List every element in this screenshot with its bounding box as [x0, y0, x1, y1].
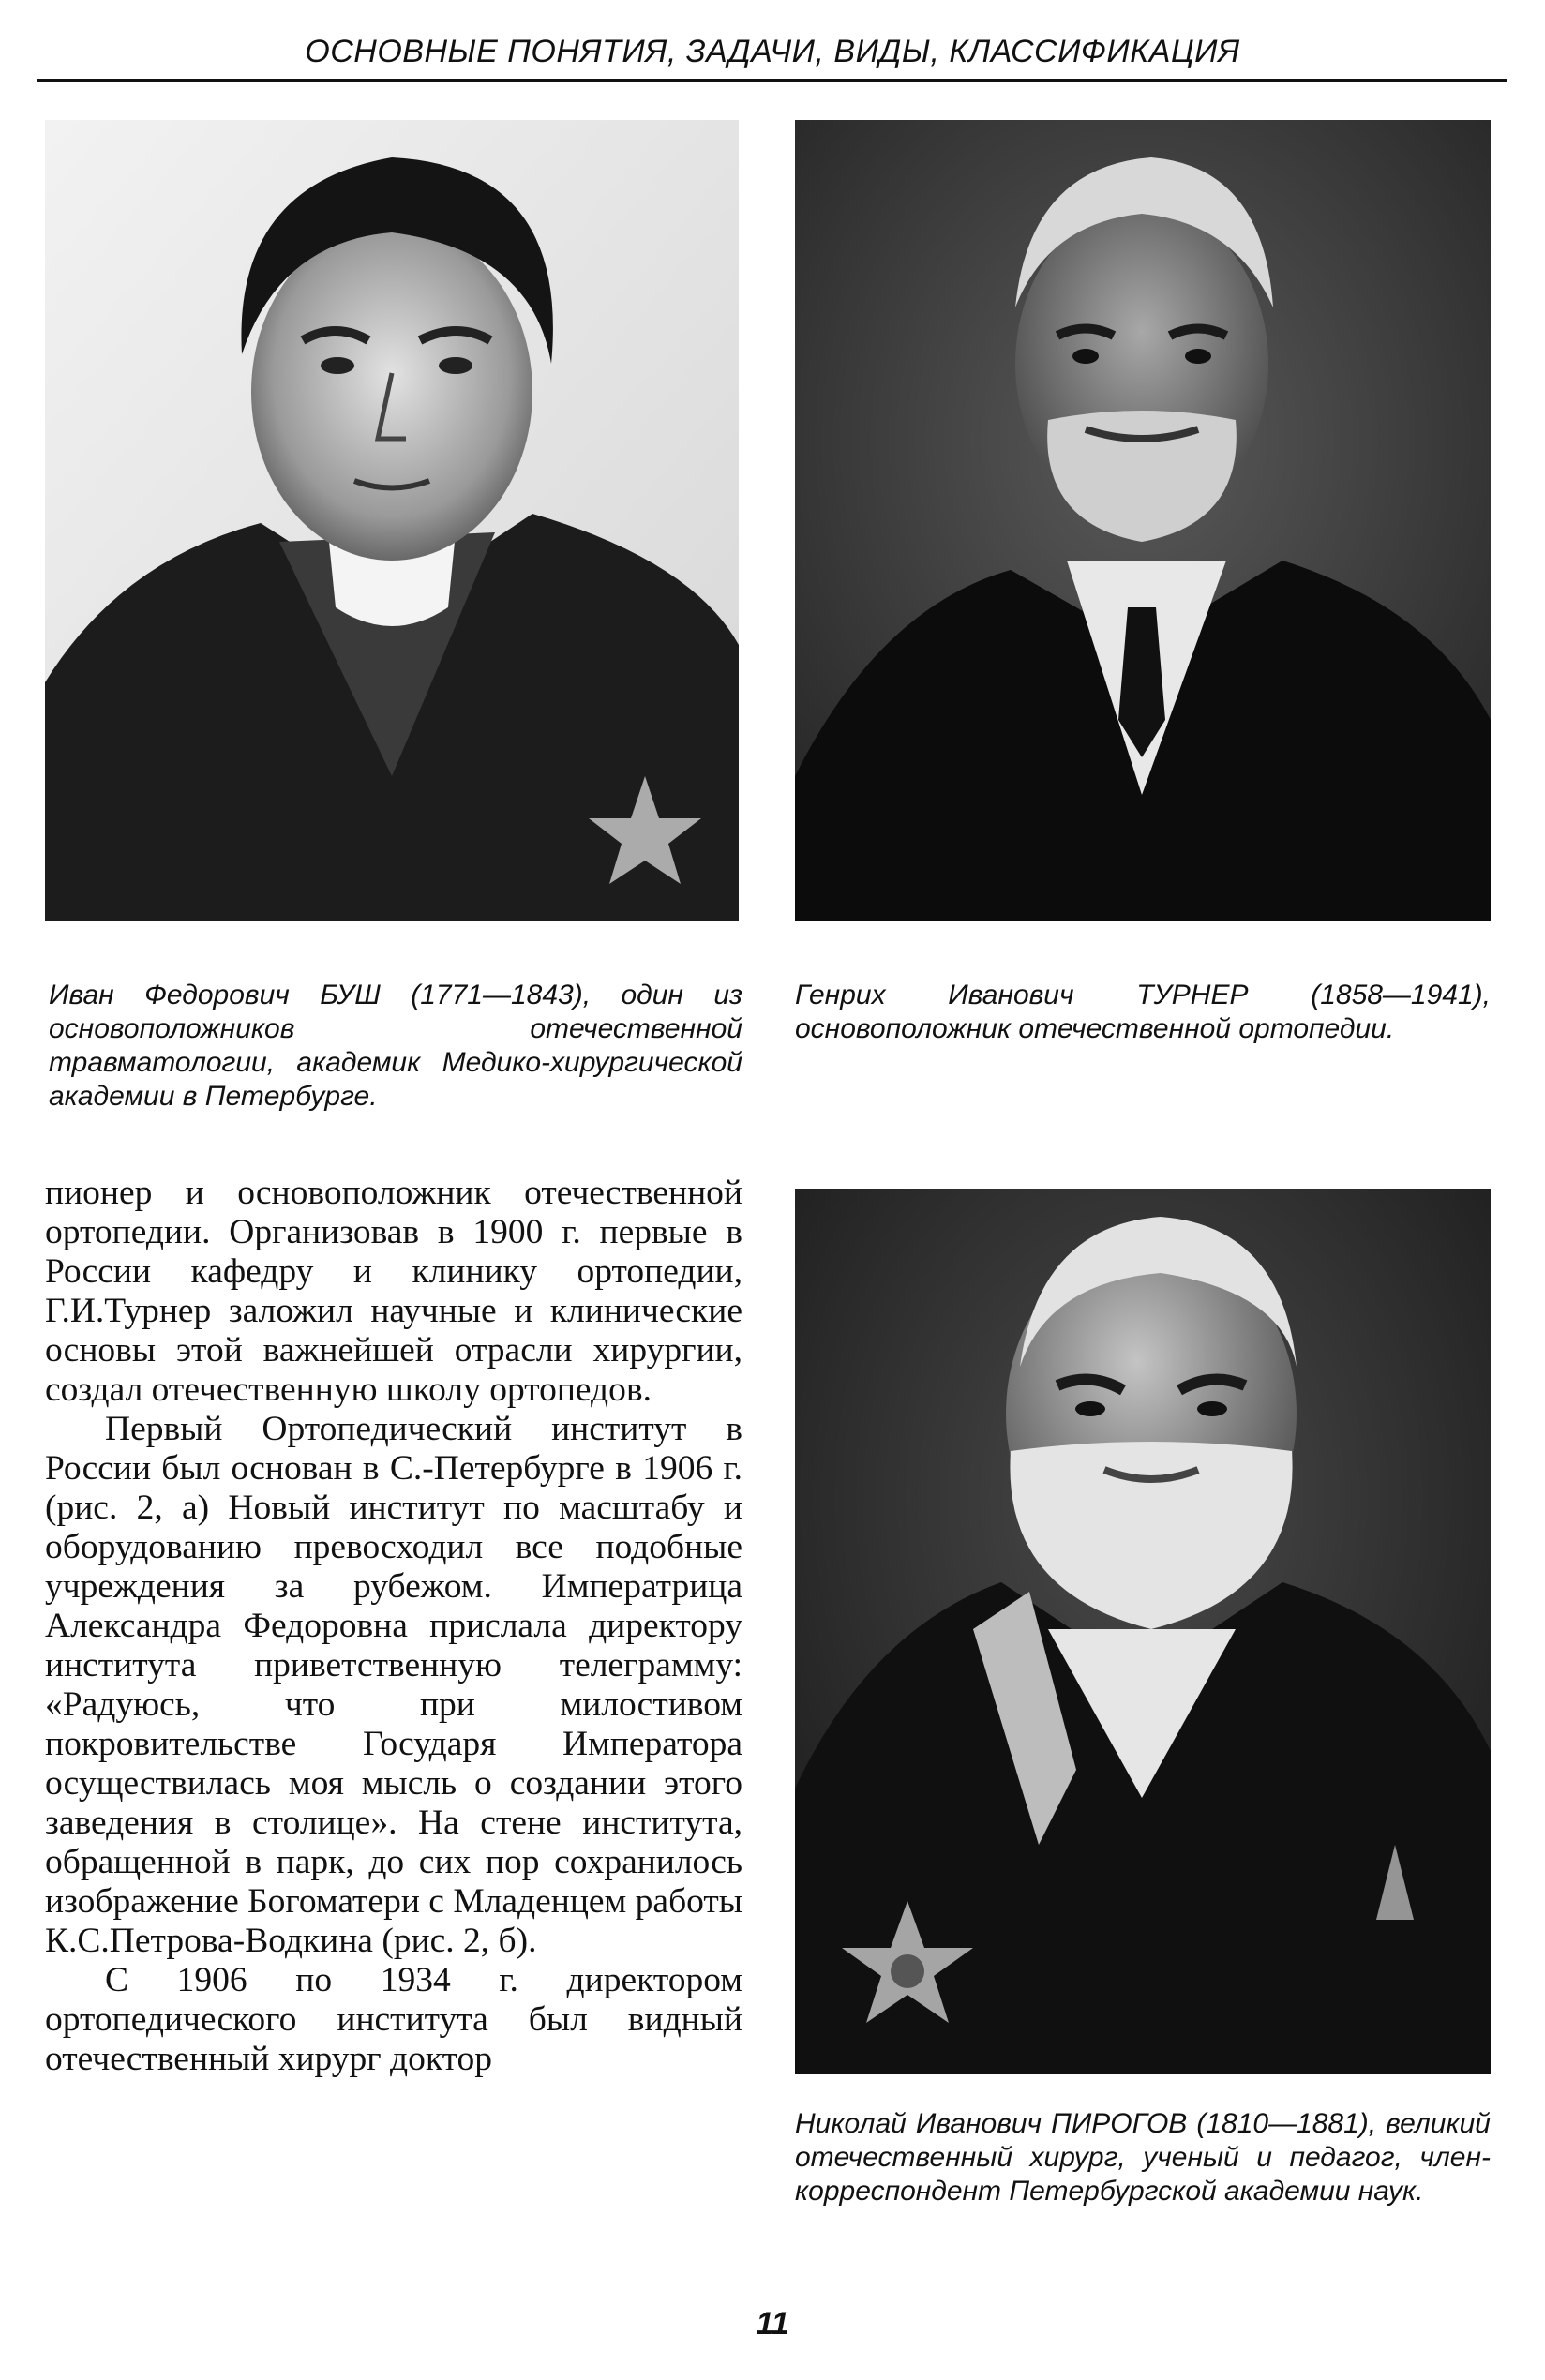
main-text — [45, 1174, 742, 2079]
paragraph: Первый Ортопедический институт в России был основан в С.-Петербурге в 1906 г. (рис. 2, а) Новый институт по масштабу и оборудованию превосходил все подобные учреждения за рубежом. Императрица Александра Федоровна прислала директору института приветственную телеграмму: «Радуюсь, что при милостивом покровительстве Государя Императора осуществилась моя мысль о создании этого заведения в столице». На стене института, обращенной в парк, до сих пор сохранилось изображение Богоматери с Младенцем работы К.С.Петрова-Водкина (рис. 2, б). — [45, 1410, 742, 1960]
portrait-pirogov — [795, 1189, 1491, 2074]
portrait-pirogov-image — [795, 1189, 1491, 2074]
portrait-turner-image — [795, 120, 1491, 921]
paragraph: С 1906 по 1934 г. директором ортопедического института был видный отечественный хирург доктор — [45, 1961, 742, 2078]
header-rule — [38, 79, 1508, 82]
caption-turner: Генрих Иванович ТУРНЕР (1858—1941), основоположник отечественной ортопедии. — [795, 980, 1491, 1044]
page-number: 11 — [756, 2306, 789, 2342]
portrait-bush-image — [45, 120, 739, 921]
portrait-turner — [795, 120, 1491, 921]
caption-pirogov: Николай Иванович ПИРОГОВ (1810—1881), великий отечественный хирург, ученый и педагог, член-корреспондент Петербургской академии наук. — [795, 2108, 1491, 2207]
portrait-bush — [45, 120, 739, 921]
running-head: ОСНОВНЫЕ ПОНЯТИЯ, ЗАДАЧИ, ВИДЫ, КЛАССИФИКАЦИЯ — [305, 34, 1240, 69]
paragraph: пионер и основоположник отечественной ортопедии. Организовав в 1900 г. первые в России кафедру и клинику ортопедии, Г.И.Турнер заложил научные и клинические основы этой важнейшей отрасли хирургии, создал отечественную школу ортопедов. — [45, 1174, 742, 1409]
caption-bush: Иван Федорович БУШ (1771—1843), один из основоположников отечественной травматологии, академик Медико-хирургической академии в Петербурге. — [49, 980, 742, 1112]
